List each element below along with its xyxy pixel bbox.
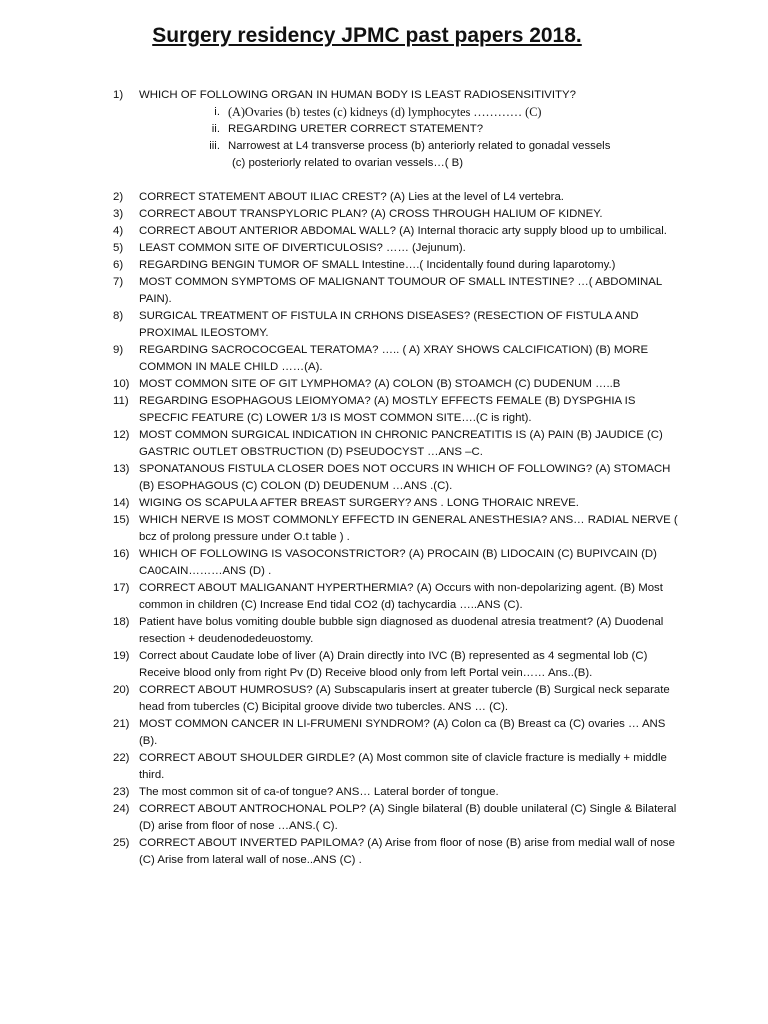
question-number: 16) [113, 548, 130, 560]
question-item [113, 206, 683, 223]
sub-item-continuation: (c) posteriorly related to ovarian vessels…( B) [232, 157, 464, 169]
page-title: Surgery residency JPMC past papers 2018. [152, 24, 582, 47]
question-item [113, 580, 683, 614]
question-item [113, 223, 683, 240]
question-text: WIGING OS SCAPULA AFTER BREAST SURGERY? ANS . LONG THORAIC NREVE. [139, 497, 579, 509]
question-number: 22) [113, 752, 130, 764]
question-item [113, 240, 683, 257]
sub-item [113, 138, 683, 155]
question-item [113, 648, 683, 682]
question-item [113, 716, 683, 750]
question-text: MOST COMMON SITE OF GIT LYMPHOMA? (A) COLON (B) STOAMCH (C) DUDENUM …..B [139, 378, 621, 390]
question-item [113, 801, 683, 835]
question-item [113, 682, 683, 716]
sub-item [113, 104, 683, 121]
question-item [113, 461, 683, 495]
question-number: 23) [113, 786, 130, 798]
sub-item-text: REGARDING URETER CORRECT STATEMENT? [228, 123, 484, 135]
roman-numeral: i. [214, 106, 220, 118]
question-number: 11) [113, 395, 129, 407]
question-text: REGARDING SACROCOCGEAL TERATOMA? ….. ( A) XRAY SHOWS CALCIFICATION) (B) MORE COMMON IN MALE CHILD ……(A). [139, 344, 649, 373]
question-text: CORRECT ABOUT MALIGANANT HYPERTHERMIA? (A) Occurs with non-depolarizing agent. (B) Most common in children (C) Increase End tidal CO2 (d) tachycardia …..ANS (C). [139, 582, 663, 611]
question-item [113, 546, 683, 580]
question-text: CORRECT ABOUT ANTROCHONAL POLP? (A) Single bilateral (B) double unilateral (C) Single & Bilateral (D) arise from floor of nose …ANS.( C). [139, 803, 677, 832]
question-text: WHICH OF FOLLOWING ORGAN IN HUMAN BODY IS LEAST RADIOSENSITIVITY? [139, 89, 576, 101]
question-number: 6) [113, 259, 124, 271]
question-text: MOST COMMON SYMPTOMS OF MALIGNANT TOUMOUR OF SMALL INTESTINE? …( ABDOMINAL PAIN). [139, 276, 662, 305]
numbered-questions [113, 189, 683, 869]
question-number: 20) [113, 684, 130, 696]
question-text: REGARDING BENGIN TUMOR OF SMALL Intestine….( Incidentally found during laparotomy.) [139, 259, 616, 271]
question-item [113, 308, 683, 342]
question-item [113, 495, 683, 512]
question-number: 19) [113, 650, 130, 662]
question-item [113, 614, 683, 648]
question-text: The most common sit of ca-of tongue? ANS… Lateral border of tongue. [139, 786, 499, 798]
question-item [113, 342, 683, 376]
question-number: 17) [113, 582, 130, 594]
question-item [113, 376, 683, 393]
question-item [113, 512, 683, 546]
question-item [113, 784, 683, 801]
sub-item [113, 121, 683, 138]
question-number: 5) [113, 242, 124, 254]
question-item [113, 835, 683, 869]
question-number: 9) [113, 344, 124, 356]
question-item [113, 274, 683, 308]
question-1-subitems [113, 104, 683, 172]
question-item [113, 393, 683, 427]
question-text: CORRECT ABOUT INVERTED PAPILOMA? (A) Arise from floor of nose (B) arise from medial wall of nose (C) Arise from lateral wall of nose..ANS (C) . [139, 837, 675, 866]
question-text: Patient have bolus vomiting double bubble sign diagnosed as duodenal atresia treatment? (A) Duodenal resection + deudenodedeuostomy. [139, 616, 664, 645]
question-number: 12) [113, 429, 130, 441]
spacer [113, 172, 683, 189]
question-list [113, 87, 683, 869]
question-item [113, 189, 683, 206]
question-number: 3) [113, 208, 124, 220]
question-text: REGARDING ESOPHAGOUS LEIOMYOMA? (A) MOSTLY EFFECTS FEMALE (B) DYSPGHIA IS SPECFIC FEATURE (C) LOWER 1/3 IS MOST COMMON SITE….(C is right). [139, 395, 636, 424]
roman-numeral: ii. [211, 123, 220, 135]
question-text: Correct about Caudate lobe of liver (A) Drain directly into IVC (B) represented as 4 segmental lob (C) Receive blood only from right Pv (D) Receive blood only from left Portal vein…… Ans..(B). [139, 650, 648, 679]
question-number: 21) [113, 718, 130, 730]
sub-item-text: Narrowest at L4 transverse process (b) anteriorly related to gonadal vessels [228, 140, 611, 152]
question-text: SURGICAL TREATMENT OF FISTULA IN CRHONS DISEASES? (RESECTION OF FISTULA AND PROXIMAL ILEOSTOMY. [139, 310, 639, 339]
roman-numeral: iii. [209, 140, 220, 152]
question-text: CORRECT ABOUT TRANSPYLORIC PLAN? (A) CROSS THROUGH HALIUM OF KIDNEY. [139, 208, 603, 220]
question-number: 13) [113, 463, 130, 475]
question-number: 10) [113, 378, 130, 390]
question-text: LEAST COMMON SITE OF DIVERTICULOSIS? …… (Jejunum). [139, 242, 466, 254]
question-number: 24) [113, 803, 130, 815]
question-number: 2) [113, 191, 124, 203]
question-text: MOST COMMON SURGICAL INDICATION IN CHRONIC PANCREATITIS IS (A) PAIN (B) JAUDICE (C) GASTRIC OUTLET OBSTRUCTION (D) PSEUDOCYST …ANS –C. [139, 429, 663, 458]
question-number: 14) [113, 497, 130, 509]
question-number: 8) [113, 310, 124, 322]
question-item [113, 750, 683, 784]
question-number: 7) [113, 276, 124, 288]
question-item [113, 427, 683, 461]
question-text: CORRECT ABOUT HUMROSUS? (A) Subscapularis insert at greater tubercle (B) Surgical neck separate head from tubercles (C) Bicipital groove divide two tubercles. ANS … (C). [139, 684, 670, 713]
question-text: WHICH OF FOLLOWING IS VASOCONSTRICTOR? (A) PROCAIN (B) LIDOCAIN (C) BUPIVCAIN (D) CA0CAIN………ANS (D) . [139, 548, 657, 577]
question-text: MOST COMMON CANCER IN LI-FRUMENI SYNDROM? (A) Colon ca (B) Breast ca (C) ovaries … ANS (B). [139, 718, 666, 747]
question-number: 18) [113, 616, 130, 628]
question-item [113, 87, 683, 104]
question-text: WHICH NERVE IS MOST COMMONLY EFFECTD IN GENERAL ANESTHESIA? ANS… RADIAL NERVE ( bcz of prolong pressure under O.t table ) . [139, 514, 678, 543]
sub-item-text: (A)Ovaries (b) testes (c) kidneys (d) lymphocytes ………… (C) [228, 105, 542, 119]
question-text: CORRECT ABOUT ANTERIOR ABDOMAL WALL? (A) Internal thoracic arty supply blood up to umbilical. [139, 225, 667, 237]
question-item [113, 257, 683, 274]
question-number: 25) [113, 837, 130, 849]
question-text: CORRECT ABOUT SHOULDER GIRDLE? (A) Most common site of clavicle fracture is medially + middle third. [139, 752, 667, 781]
question-text: SPONATANOUS FISTULA CLOSER DOES NOT OCCURS IN WHICH OF FOLLOWING? (A) STOMACH (B) ESOPHAGOUS (C) COLON (D) DEUDENUM …ANS .(C). [139, 463, 671, 492]
question-number: 4) [113, 225, 124, 237]
question-text: CORRECT STATEMENT ABOUT ILIAC CREST? (A) Lies at the level of L4 vertebra. [139, 191, 564, 203]
question-number: 15) [113, 514, 130, 526]
question-number: 1) [113, 89, 124, 101]
